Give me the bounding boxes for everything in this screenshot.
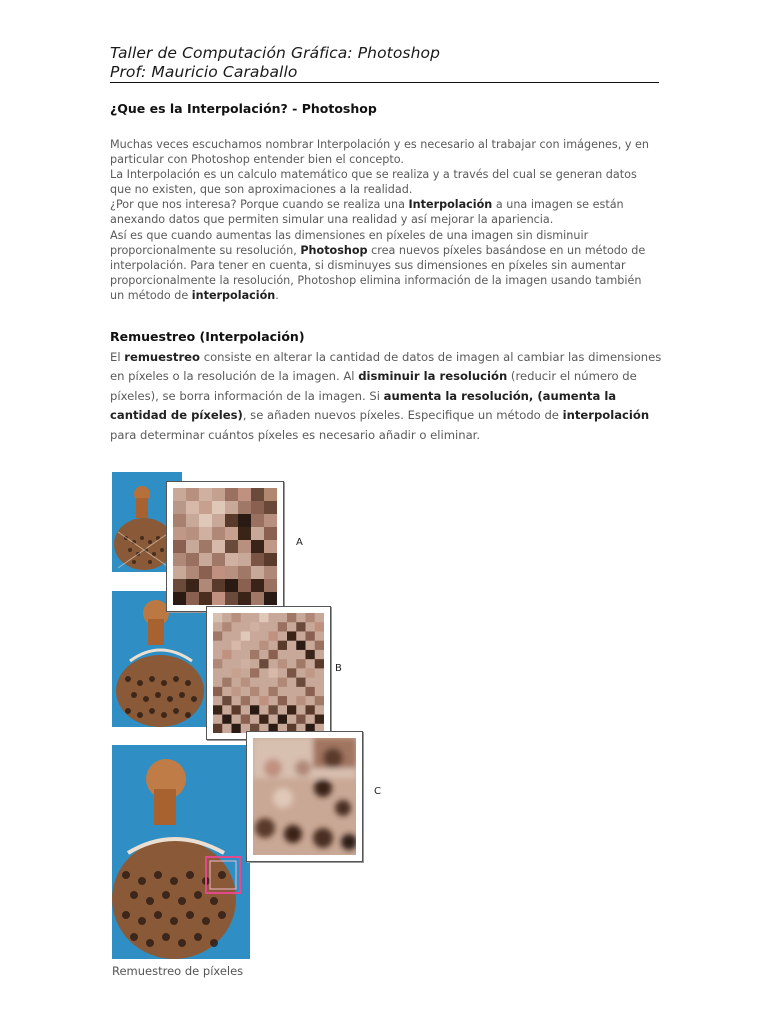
bold-term: remuestreo: [124, 350, 201, 364]
text-span: El: [110, 350, 125, 364]
bold-term: Photoshop: [300, 243, 368, 257]
bold-term: interpolación: [191, 288, 276, 302]
resample-paragraph: [110, 348, 662, 445]
text-span: para determinar cuántos píxeles es necesario añadir o eliminar.: [110, 427, 481, 442]
header-divider: [110, 82, 659, 83]
text-span: crea nuevos píxeles basándose en un método de interpolación. Para tener en cuenta, si disminuyes sus dimensiones en píxeles sin aumentar proporcionalmente la resolución, Photoshop elimina información de la imagen usando también un método de: [110, 243, 646, 302]
text-span: (reducir el número de píxeles), se borra información de la imagen. Si: [110, 369, 637, 403]
intro-paragraph-3: [110, 197, 658, 227]
text-span: , se añaden nuevos píxeles. Especifique un método de: [242, 408, 563, 423]
professor-name: Prof: Mauricio Caraballo: [110, 63, 298, 81]
figure-caption: Remuestreo de píxeles: [112, 964, 244, 978]
bold-term: interpolación: [562, 408, 650, 423]
label-a: A: [296, 537, 303, 548]
text-span: .: [275, 288, 279, 302]
page-title: ¿Que es la Interpolación? - Photoshop: [110, 101, 377, 116]
zoom-box-b: [206, 606, 331, 740]
intro-paragraph-2: La Interpolación es un calculo matemático que se realiza y a través del cual se generan datos que no existen, que son aproximaciones a la realidad.: [110, 168, 637, 197]
bold-term: disminuir la resolución: [358, 369, 508, 384]
zoom-box-a: [166, 481, 284, 612]
text-span: consiste en alterar la cantidad de datos de imagen al cambiar las dimensiones en píxeles o la resolución de la imagen. Al: [110, 350, 662, 384]
intro-text: [110, 137, 658, 303]
course-title: Taller de Computación Gráfica: Photoshop: [110, 44, 441, 62]
label-b: B: [335, 663, 342, 674]
text-span: a una imagen se están anexando datos que permiten simular una realidad y así mejorar la apariencia.: [110, 198, 624, 227]
zoom-box-c: [246, 731, 363, 862]
intro-paragraph-4: [110, 228, 658, 303]
text-span: ¿Por que nos interesa? Porque cuando se realiza una: [110, 198, 409, 212]
document-header: [110, 44, 658, 82]
label-c: C: [374, 786, 381, 797]
intro-paragraph-1: Muchas veces escuchamos nombrar Interpolación y es necesario al trabajar con imágenes, y en particular con Photoshop entender bien el concepto.: [110, 138, 650, 167]
gourd-photo-large: [112, 745, 250, 959]
section-title: Remuestreo (Interpolación): [110, 329, 305, 344]
bold-term: aumenta la resolución, (aumenta la cantidad de píxeles): [110, 388, 617, 423]
text-span: Así es que cuando aumentas las dimensiones en píxeles de una imagen sin disminuir proporcionalmente su resolución,: [110, 228, 589, 257]
bold-term: Interpolación: [408, 198, 493, 212]
